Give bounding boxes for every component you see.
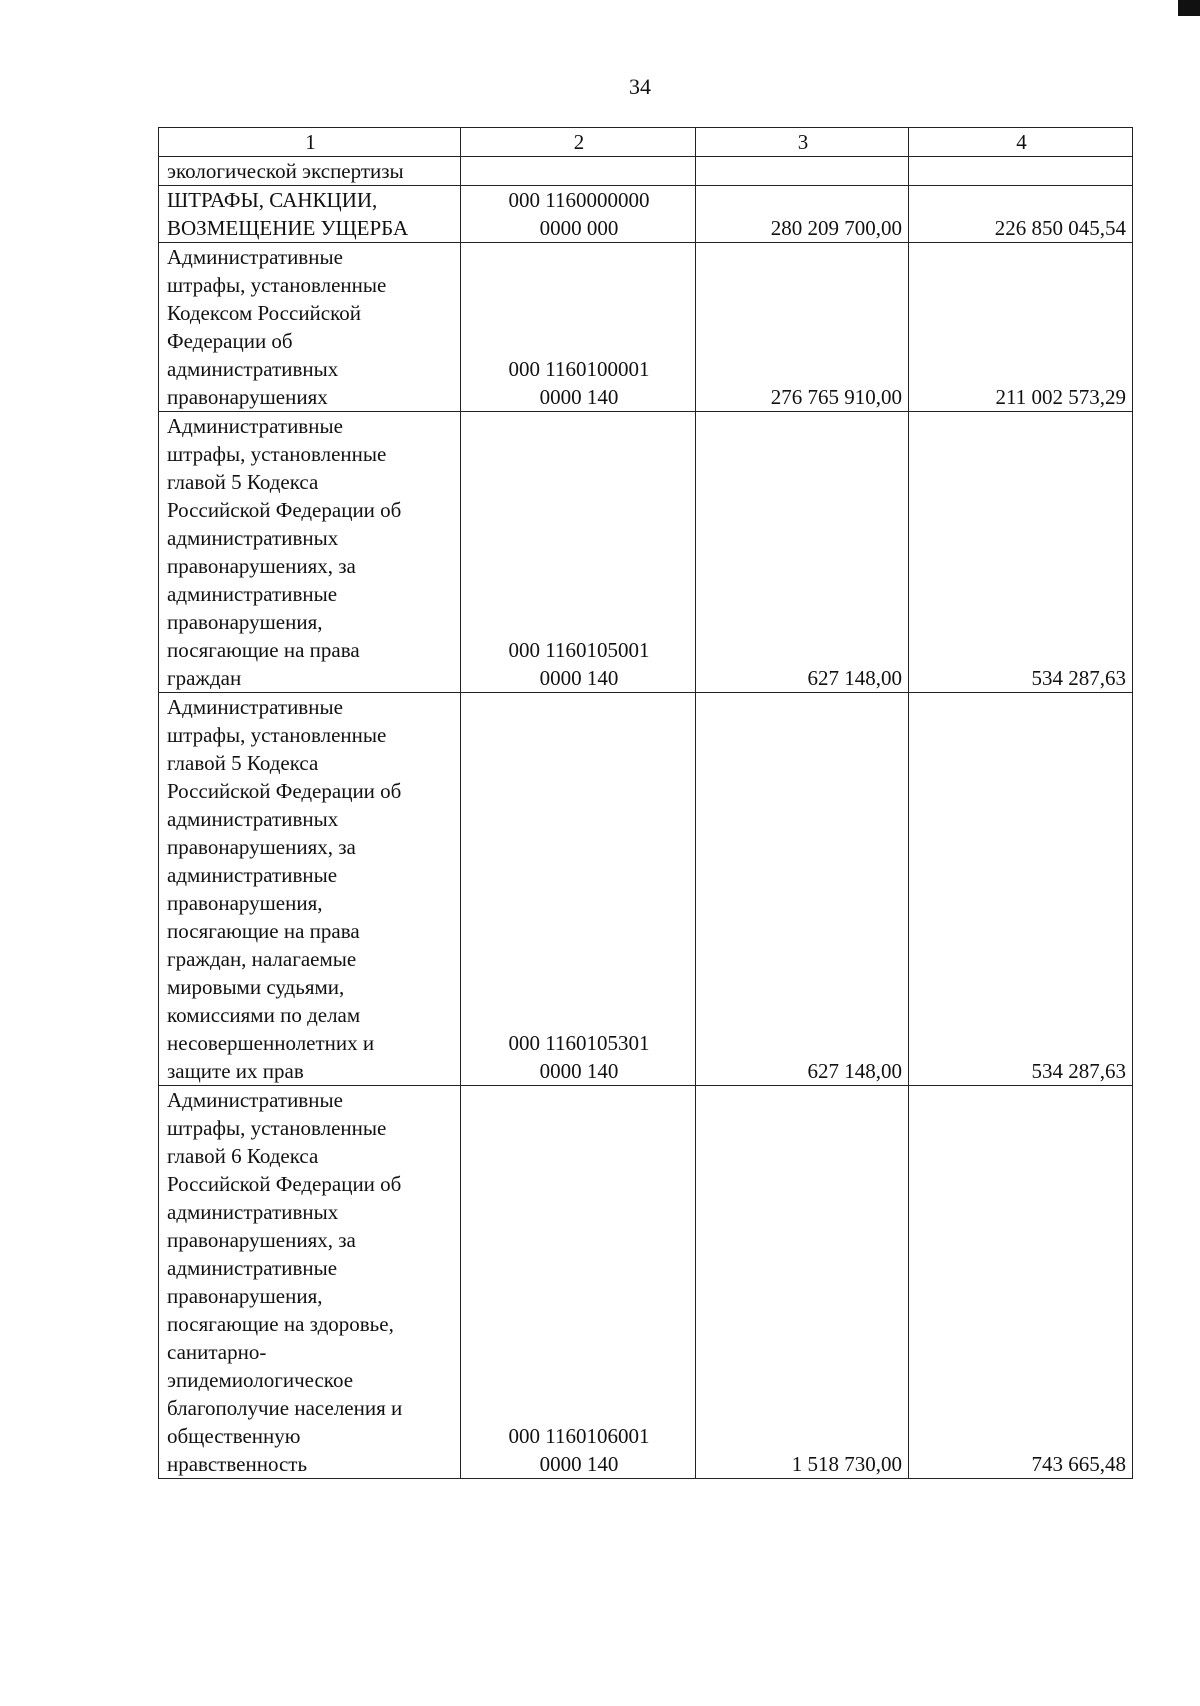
row-actual-cell: 534 287,63 [909,693,1133,1086]
row-actual-cell: 743 665,48 [909,1086,1133,1479]
row-code-cell [461,243,696,412]
table-row [159,412,1133,693]
row-name-cell [159,157,461,186]
table-row [159,693,1133,1086]
revenue-table [158,127,1133,1479]
row-plan-cell: 627 148,00 [696,412,909,693]
row-plan-cell: 627 148,00 [696,693,909,1086]
row-code: 000 1160100001 0000 140 [508,357,650,409]
column-header-4: 4 [909,128,1133,157]
table-header-row [159,128,1133,157]
table-row [159,186,1133,243]
row-name-cell [159,412,461,693]
row-name-cell [159,243,461,412]
row-actual-cell: 211 002 573,29 [909,243,1133,412]
row-code: 000 1160105001 0000 140 [508,638,650,690]
row-name: экологической экспертизы [167,159,404,183]
row-name: Административные штрафы, установленные главой 5 Кодекса Российской Федерации об административных правонарушениях, за административные правонарушения, посягающие на права граждан [167,414,402,690]
row-code-cell [461,1086,696,1479]
row-code: 000 1160000000 0000 000 [508,188,650,240]
row-code: 000 1160106001 0000 140 [508,1424,650,1476]
column-header-3: 3 [696,128,909,157]
row-name: Административные штрафы, установленные главой 5 Кодекса Российской Федерации об административных правонарушениях, за административные правонарушения, посягающие на права граждан, налагаемые мировыми судьями, комиссиями по делам несовершеннолетних и защите их прав [167,695,402,1083]
row-actual-cell: 226 850 045,54 [909,186,1133,243]
row-code-cell [461,693,696,1086]
row-name-cell [159,693,461,1086]
scan-corner-mark [1178,0,1200,16]
table-row [159,1086,1133,1479]
column-header-1: 1 [159,128,461,157]
table-row [159,157,1133,186]
row-code: 000 1160105301 0000 140 [508,1031,650,1083]
row-name-cell [159,1086,461,1479]
row-name: Административные штрафы, установленные главой 6 Кодекса Российской Федерации об административных правонарушениях, за административные правонарушения, посягающие на здоровье, санитарно- эпидемиологическое благополучие населения и общественную нравственность [167,1088,403,1476]
page-number: 34 [629,74,651,99]
row-actual-cell [909,157,1133,186]
row-name-cell [159,186,461,243]
table-row [159,243,1133,412]
row-actual-cell: 534 287,63 [909,412,1133,693]
row-plan-cell [696,157,909,186]
row-code-cell [461,186,696,243]
row-plan-cell: 1 518 730,00 [696,1086,909,1479]
row-plan-cell: 280 209 700,00 [696,186,909,243]
row-code-cell [461,157,696,186]
column-header-2: 2 [461,128,696,157]
row-name: ШТРАФЫ, САНКЦИИ, ВОЗМЕЩЕНИЕ УЩЕРБА [167,188,409,240]
row-name: Административные штрафы, установленные Кодексом Российской Федерации об административных правонарушениях [167,245,387,409]
row-code-cell [461,412,696,693]
row-plan-cell: 276 765 910,00 [696,243,909,412]
